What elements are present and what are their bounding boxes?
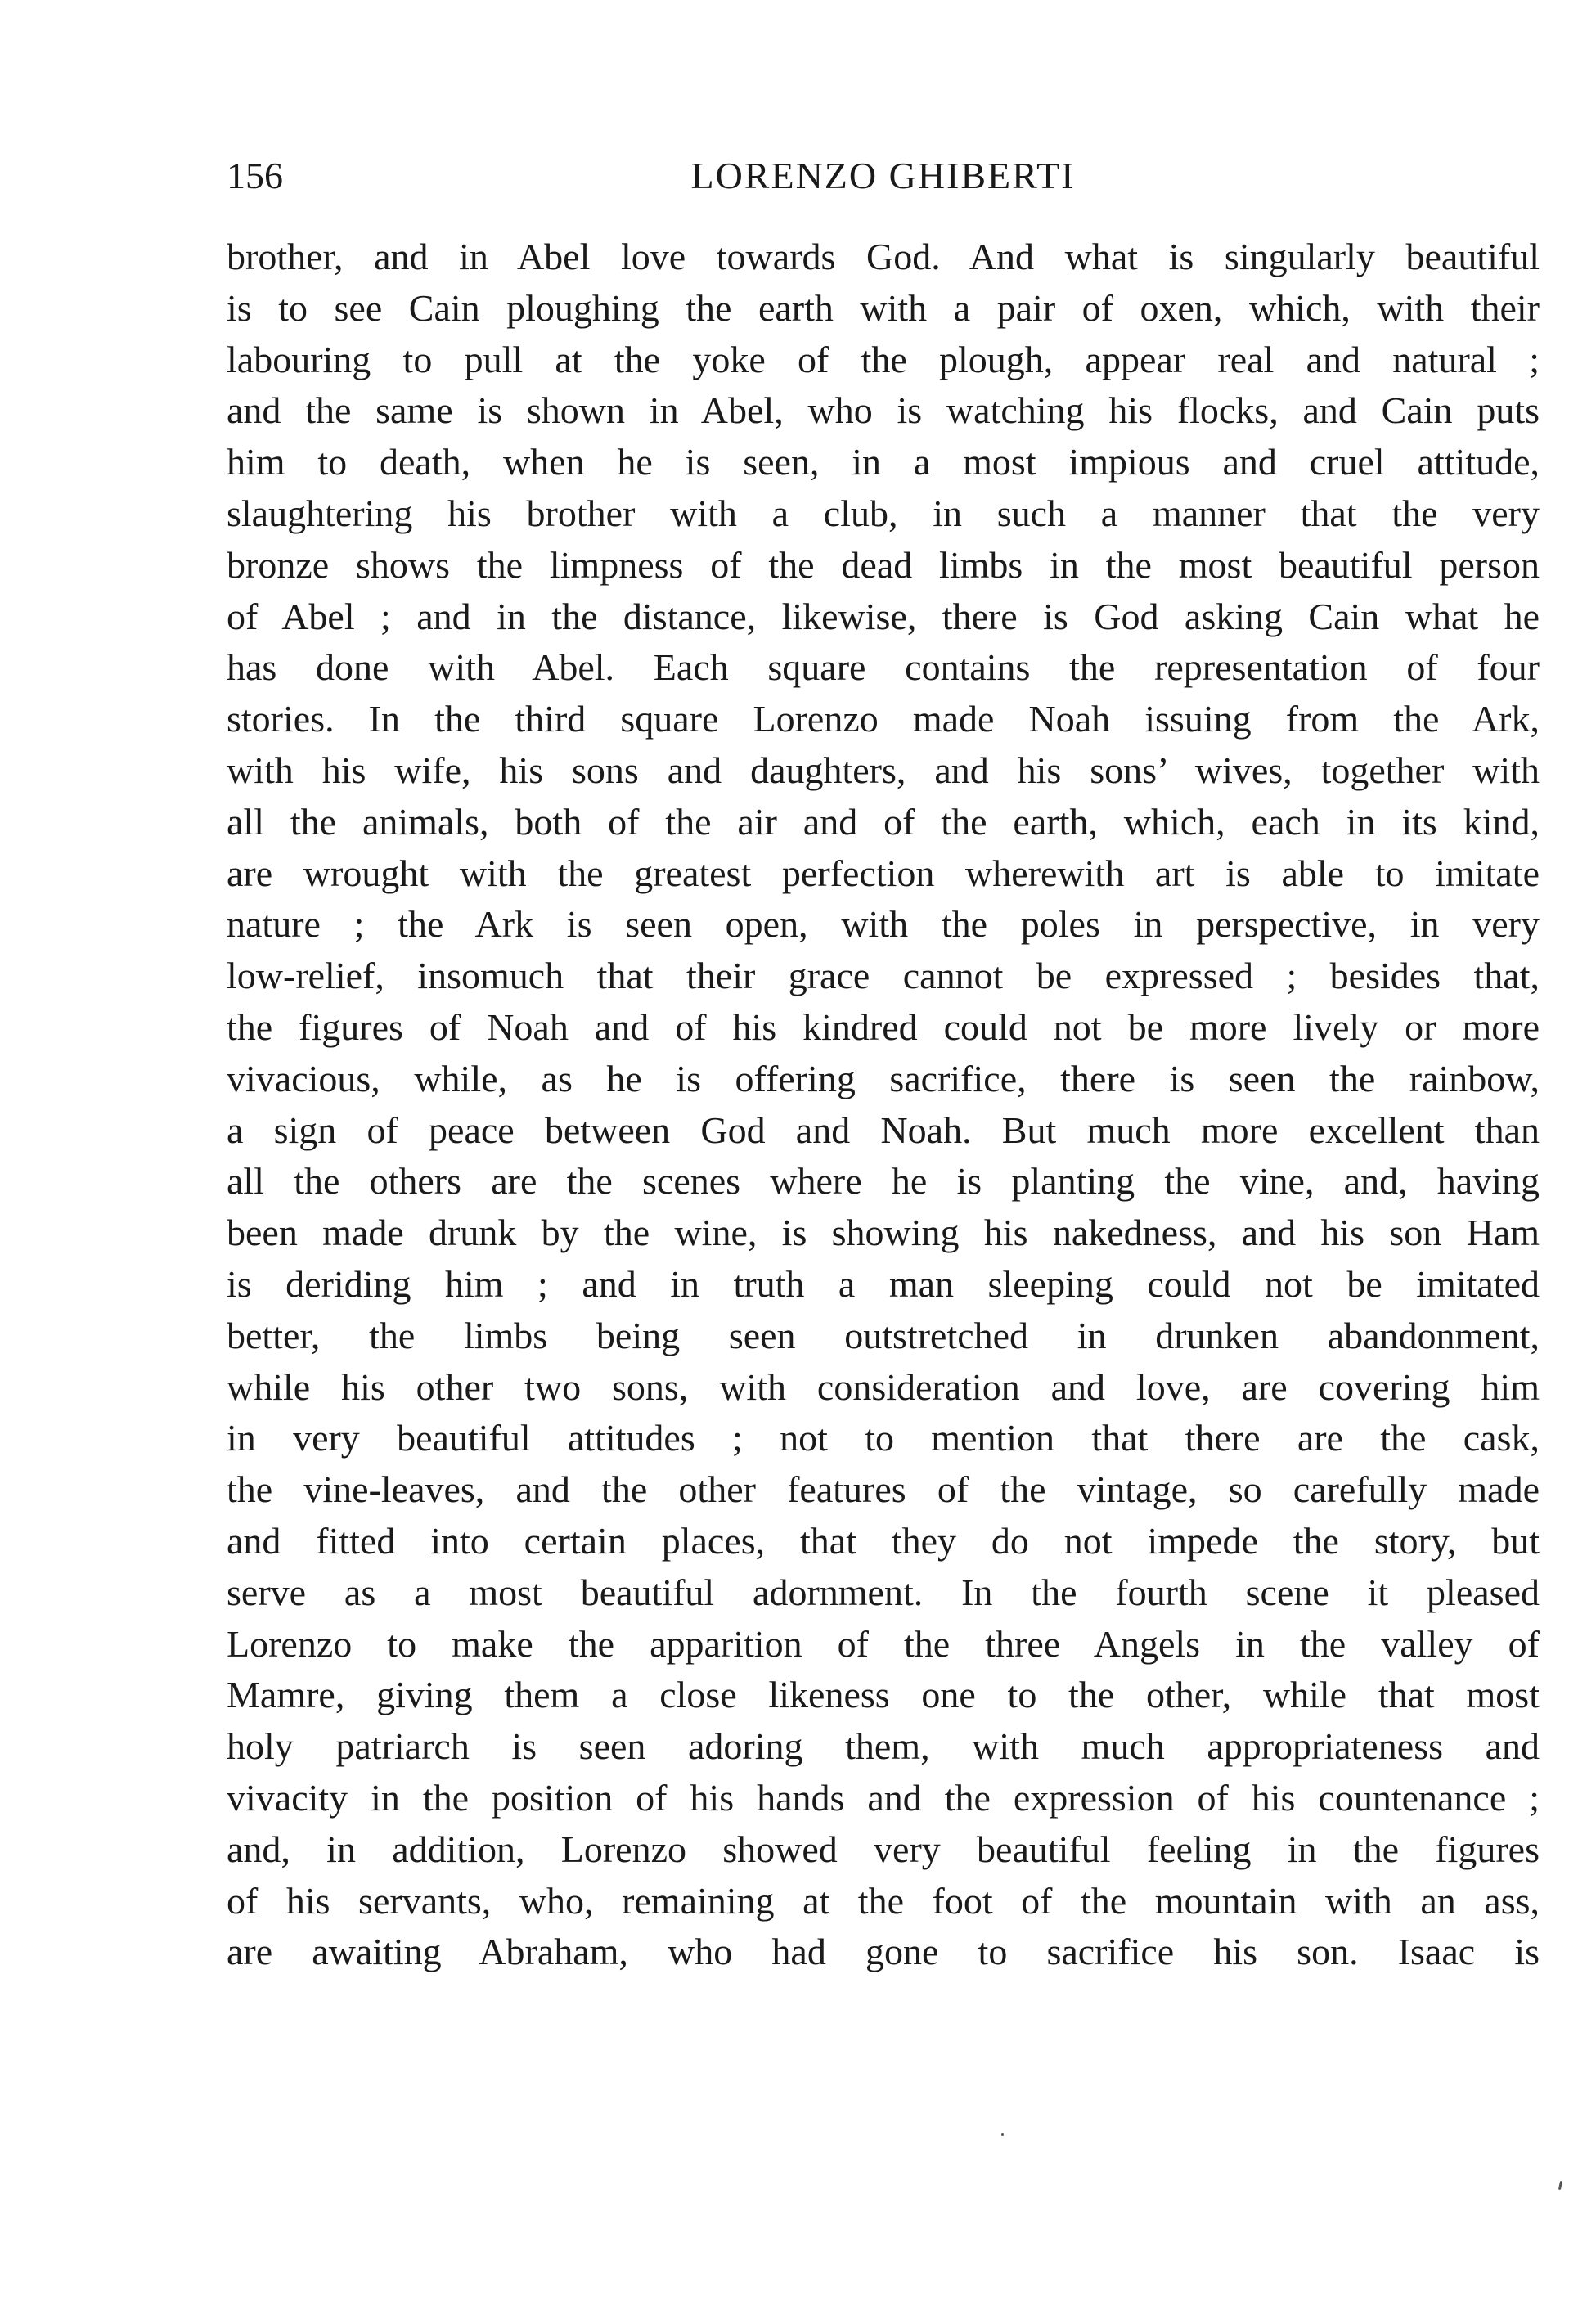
text-line: vivacity in the position of his hands and the expression of his countenance ; <box>227 1776 1540 1819</box>
text-line: in very beautiful attitudes ; not to mention that there are the cask, <box>227 1417 1540 1459</box>
text-line: all the others are the scenes where he is planting the vine, and, having <box>227 1160 1540 1203</box>
text-line: bronze shows the limpness of the dead limbs in the most beautiful person <box>227 543 1540 586</box>
text-line: been made drunk by the wine, is showing his nakedness, and his son Ham <box>227 1212 1540 1254</box>
text-line: holy patriarch is seen adoring them, with much appropriateness and <box>227 1725 1540 1768</box>
running-title: LORENZO GHIBERTI <box>690 155 1076 196</box>
text-line: of his servants, who, remaining at the foot of the mountain with an ass, <box>227 1879 1540 1922</box>
text-line: and the same is shown in Abel, who is watching his flocks, and Cain puts <box>227 389 1540 432</box>
text-line: has done with Abel. Each square contains the representation of four <box>227 646 1540 689</box>
text-line: better, the limbs being seen outstretched in drunken abandonment, <box>227 1314 1540 1356</box>
text-line: brother, and in Abel love towards God. And what is singularly beautiful <box>227 236 1540 277</box>
text-line: vivacious, while, as he is offering sacrifice, there is seen the rainbow, <box>227 1057 1540 1099</box>
text-line: is to see Cain ploughing the earth with a pair of oxen, which, with their <box>227 286 1540 329</box>
text-line: a sign of peace between God and Noah. But much more excellent than <box>227 1108 1540 1151</box>
text-line: is deriding him ; and in truth a man sleeping could not be imitated <box>227 1262 1540 1305</box>
text-line: and, in addition, Lorenzo showed very beautiful feeling in the figures <box>227 1828 1540 1870</box>
running-head <box>227 151 1540 200</box>
text-line: him to death, when he is seen, in a most impious and cruel attitude, <box>227 441 1540 483</box>
text-line: serve as a most beautiful adornment. In the fourth scene it pleased <box>227 1571 1540 1613</box>
text-line: the figures of Noah and of his kindred could not be more lively or more <box>227 1005 1540 1048</box>
text-line: the vine-leaves, and the other features of the vintage, so carefully made <box>227 1468 1540 1511</box>
text-line: Mamre, giving them a close likeness one to the other, while that most <box>227 1674 1540 1716</box>
text-line: and fitted into certain places, that they do not impede the story, but <box>227 1519 1540 1562</box>
body-text <box>227 232 1540 1978</box>
text-line: slaughtering his brother with a club, in such a manner that the very <box>227 492 1540 534</box>
page-number: 156 <box>227 155 283 196</box>
text-line: all the animals, both of the air and of the earth, which, each in its kind, <box>227 800 1540 843</box>
text-line: stories. In the third square Lorenzo made Noah issuing from the Ark, <box>227 698 1540 740</box>
text-line: nature ; the Ark is seen open, with the poles in perspective, in very <box>227 903 1540 946</box>
text-line: Lorenzo to make the apparition of the three Angels in the valley of <box>227 1622 1540 1665</box>
text-line: while his other two sons, with consideration and love, are covering him <box>227 1365 1540 1408</box>
text-line: with his wife, his sons and daughters, and his sons’ wives, together with <box>227 749 1540 791</box>
scan-speck <box>1558 2181 1562 2190</box>
text-line: are wrought with the greatest perfection wherewith art is able to imitate <box>227 852 1540 894</box>
text-line: low-relief, insomuch that their grace cannot be expressed ; besides that, <box>227 955 1540 997</box>
text-line: are awaiting Abraham, who had gone to sacrifice his son. Isaac is <box>227 1931 1540 1973</box>
text-line: labouring to pull at the yoke of the plough, appear real and natural ; <box>227 338 1540 380</box>
scan-speck <box>1001 2133 1004 2136</box>
text-line: of Abel ; and in the distance, likewise, there is God asking Cain what he <box>227 595 1540 637</box>
